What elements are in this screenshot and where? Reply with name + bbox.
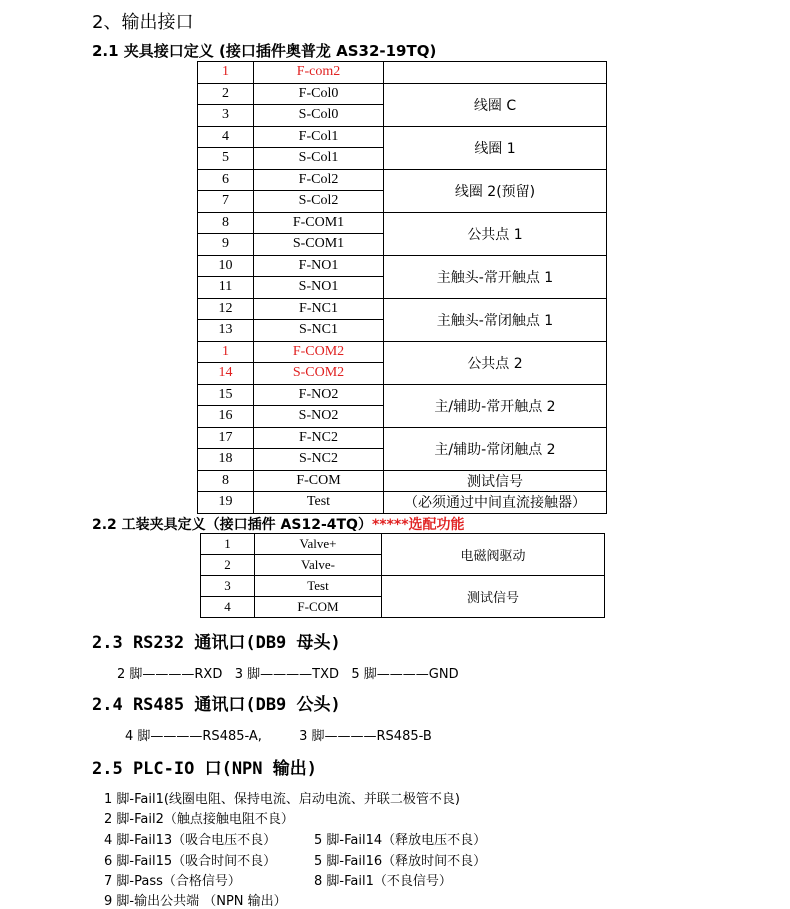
pin-description: （必须通过中间直流接触器） bbox=[384, 492, 607, 514]
optional-feature-note: *****选配功能 bbox=[371, 517, 465, 533]
table-row bbox=[198, 62, 607, 84]
subsection-heading-tooling-fixture bbox=[92, 514, 465, 534]
signal-name: Test bbox=[254, 492, 384, 514]
subsection-heading-rs485: 2.4 RS485 通讯口(DB9 公头) bbox=[92, 695, 341, 715]
pin-description: 公共点 1 bbox=[384, 212, 607, 255]
pin-description: 测试信号 bbox=[384, 470, 607, 492]
pin-number: 12 bbox=[198, 298, 254, 320]
pin-number: 10 bbox=[198, 255, 254, 277]
pin-number: 13 bbox=[198, 320, 254, 342]
rs485-pin-line: 4 脚————RS485-A, 3 脚————RS485-B bbox=[125, 729, 432, 744]
table-row bbox=[198, 126, 607, 148]
table-row bbox=[198, 470, 607, 492]
table-row bbox=[198, 83, 607, 105]
pin-number: 8 bbox=[198, 212, 254, 234]
pin-description: 主/辅助-常闭触点 2 bbox=[384, 427, 607, 470]
signal-name: Test bbox=[255, 576, 382, 597]
pin-description: 主触头-常闭触点 1 bbox=[384, 298, 607, 341]
tooling-pin-table bbox=[200, 533, 605, 618]
pin-number: 5 bbox=[198, 148, 254, 170]
signal-name: S-NC2 bbox=[254, 449, 384, 471]
subsection-heading-rs232: 2.3 RS232 通讯口(DB9 母头) bbox=[92, 633, 341, 653]
table-row bbox=[198, 492, 607, 514]
pin-number: 7 bbox=[198, 191, 254, 213]
fixture-pin-table bbox=[197, 61, 607, 514]
pin-number: 18 bbox=[198, 449, 254, 471]
heading-text: 2.2 工装夹具定义（接口插件 AS12-4TQ） bbox=[92, 517, 372, 533]
pin-number: 2 bbox=[198, 83, 254, 105]
pin-number: 14 bbox=[198, 363, 254, 385]
table-row bbox=[198, 384, 607, 406]
table-row bbox=[198, 169, 607, 191]
table-row bbox=[198, 427, 607, 449]
table-row bbox=[198, 298, 607, 320]
pin-description bbox=[384, 62, 607, 84]
table-row bbox=[198, 212, 607, 234]
signal-name: S-COM1 bbox=[254, 234, 384, 256]
pin-number: 8 bbox=[198, 470, 254, 492]
pin-number: 16 bbox=[198, 406, 254, 428]
signal-name: Valve+ bbox=[255, 534, 382, 555]
signal-name: F-NC1 bbox=[254, 298, 384, 320]
subsection-heading-plc-io: 2.5 PLC-IO 口(NPN 输出) bbox=[92, 759, 317, 779]
signal-name: S-COM2 bbox=[254, 363, 384, 385]
signal-name: F-NC2 bbox=[254, 427, 384, 449]
signal-name: F-NO1 bbox=[254, 255, 384, 277]
pin-number: 15 bbox=[198, 384, 254, 406]
pin-number: 9 bbox=[198, 234, 254, 256]
pin-number: 1 bbox=[198, 341, 254, 363]
plc-pin-line: 6 脚-Fail15（吸合时间不良） bbox=[104, 854, 277, 869]
table-row bbox=[201, 534, 605, 555]
signal-name: S-Col2 bbox=[254, 191, 384, 213]
pin-description: 公共点 2 bbox=[384, 341, 607, 384]
plc-pin-line: 4 脚-Fail13（吸合电压不良） bbox=[104, 833, 277, 848]
signal-name: S-Col1 bbox=[254, 148, 384, 170]
pin-description: 线圈 2(预留) bbox=[384, 169, 607, 212]
signal-name: F-Col0 bbox=[254, 83, 384, 105]
signal-name: F-COM bbox=[255, 597, 382, 618]
pin-number: 17 bbox=[198, 427, 254, 449]
signal-name: S-Col0 bbox=[254, 105, 384, 127]
signal-name: F-Col2 bbox=[254, 169, 384, 191]
pin-description: 主/辅助-常开触点 2 bbox=[384, 384, 607, 427]
pin-number: 4 bbox=[201, 597, 255, 618]
plc-pin-line: 5 脚-Fail16（释放时间不良） bbox=[314, 854, 487, 869]
signal-name: Valve- bbox=[255, 555, 382, 576]
pin-number: 19 bbox=[198, 492, 254, 514]
plc-pin-line: 2 脚-Fail2（触点接触电阻不良） bbox=[104, 812, 294, 827]
signal-name: F-Col1 bbox=[254, 126, 384, 148]
table-row bbox=[198, 341, 607, 363]
pin-number: 1 bbox=[201, 534, 255, 555]
signal-name: F-COM2 bbox=[254, 341, 384, 363]
pin-number: 1 bbox=[198, 62, 254, 84]
plc-pin-line: 8 脚-Fail1（不良信号） bbox=[314, 874, 452, 889]
pin-number: 4 bbox=[198, 126, 254, 148]
signal-name: S-NC1 bbox=[254, 320, 384, 342]
pin-number: 6 bbox=[198, 169, 254, 191]
subsection-heading-fixture-interface: 2.1 夹具接口定义 (接口插件奥普龙 AS32-19TQ) bbox=[92, 42, 437, 60]
pin-number: 3 bbox=[201, 576, 255, 597]
signal-name: F-com2 bbox=[254, 62, 384, 84]
pin-number: 11 bbox=[198, 277, 254, 299]
plc-pin-line: 5 脚-Fail14（释放电压不良） bbox=[314, 833, 487, 848]
plc-pin-line: 9 脚-输出公共端 （NPN 输出） bbox=[104, 894, 287, 909]
pin-description: 线圈 1 bbox=[384, 126, 607, 169]
pin-description: 主触头-常开触点 1 bbox=[384, 255, 607, 298]
pin-number: 2 bbox=[201, 555, 255, 576]
pin-description: 线圈 C bbox=[384, 83, 607, 126]
signal-name: F-COM bbox=[254, 470, 384, 492]
table-row bbox=[198, 255, 607, 277]
plc-pin-line: 7 脚-Pass（合格信号） bbox=[104, 874, 241, 889]
signal-name: F-COM1 bbox=[254, 212, 384, 234]
pin-description: 电磁阀驱动 bbox=[382, 534, 605, 576]
signal-name: S-NO1 bbox=[254, 277, 384, 299]
plc-pin-line: 1 脚-Fail1(线圈电阻、保持电流、启动电流、并联二极管不良) bbox=[104, 792, 460, 807]
pin-number: 3 bbox=[198, 105, 254, 127]
signal-name: F-NO2 bbox=[254, 384, 384, 406]
signal-name: S-NO2 bbox=[254, 406, 384, 428]
table-row bbox=[201, 576, 605, 597]
section-heading-output-interface: 2、输出接口 bbox=[92, 12, 194, 33]
pin-description: 测试信号 bbox=[382, 576, 605, 618]
rs232-pin-line: 2 脚————RXD 3 脚————TXD 5 脚————GND bbox=[117, 667, 459, 682]
